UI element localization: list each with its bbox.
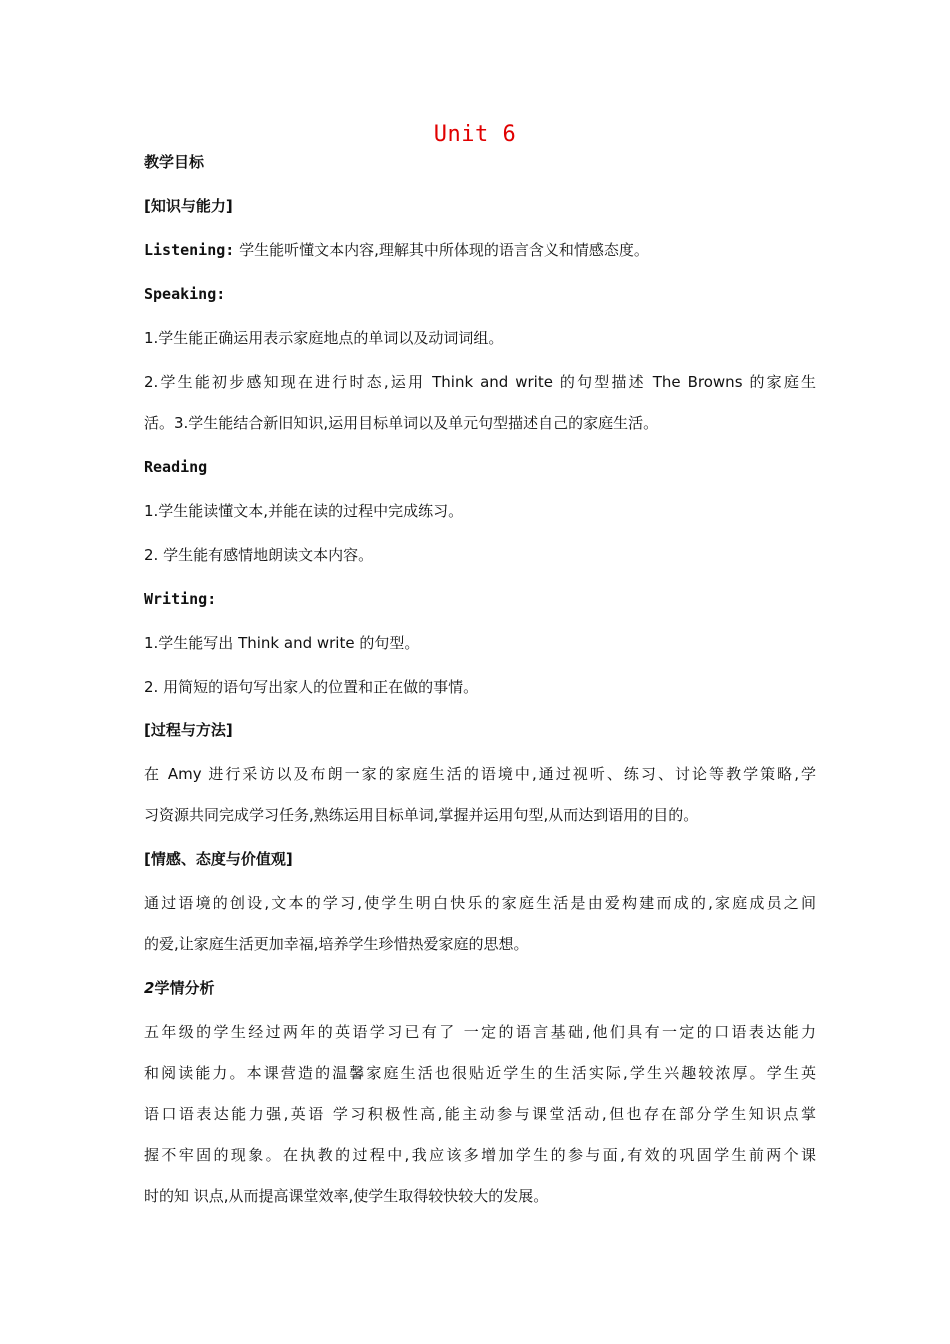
analysis-number: 2 — [144, 979, 155, 997]
reading-item-1: 1.学生能读懂文本,并能在读的过程中完成练习。 — [144, 502, 464, 520]
page-title: Unit 6 — [433, 122, 517, 147]
speaking-item-2-line-2: 活。3.学生能结合新旧知识,运用目标单词以及单元句型描述自己的家庭生活。 — [144, 414, 659, 432]
analysis-heading: 学情分析 — [154, 979, 215, 997]
analysis-heading-line — [144, 977, 816, 999]
listening-line — [144, 239, 816, 261]
goals-heading: 教学目标 — [144, 153, 205, 171]
writing-item-2: 2. 用简短的语句写出家人的位置和正在做的事情。 — [144, 678, 479, 696]
knowledge-heading: [知识与能力] — [144, 197, 233, 215]
speaking-label: Speaking: — [144, 285, 226, 303]
writing-item-1: 1.学生能写出 Think and write 的句型。 — [144, 634, 420, 652]
emotion-heading: [情感、态度与价值观] — [144, 850, 293, 868]
analysis-paragraph-line-3: 语口语表达能力强,英语 学习积极性高,能主动参与课堂活动,但也存在部分学生知识点掌 — [144, 1105, 816, 1123]
reading-label: Reading — [144, 458, 208, 476]
listening-text: 学生能听懂文本内容,理解其中所体现的语言含义和情感态度。 — [239, 241, 649, 259]
analysis-paragraph-line-1: 五年级的学生经过两年的英语学习已有了 一定的语言基础,他们具有一定的口语表达能力 — [144, 1023, 816, 1041]
emotion-paragraph-line-1: 通过语境的创设,文本的学习,使学生明白快乐的家庭生活是由爱构建而成的,家庭成员之间 — [144, 894, 816, 912]
emotion-paragraph-line-2: 的爱,让家庭生活更加幸福,培养学生珍惜热爱家庭的思想。 — [144, 935, 529, 953]
reading-item-2: 2. 学生能有感情地朗读文本内容。 — [144, 546, 374, 564]
analysis-paragraph-line-4: 握不牢固的现象。在执教的过程中,我应该多增加学生的参与面,有效的巩固学生前两个课 — [144, 1146, 816, 1164]
analysis-paragraph-line-5: 时的知 识点,从而提高课堂效率,使学生取得较快较大的发展。 — [144, 1187, 549, 1205]
speaking-item-1: 1.学生能正确运用表示家庭地点的单词以及动词词组。 — [144, 329, 504, 347]
process-paragraph-line-1: 在 Amy 进行采访以及布朗一家的家庭生活的语境中,通过视听、练习、讨论等教学策略,学 — [144, 765, 816, 783]
writing-label: Writing: — [144, 590, 217, 608]
process-heading: [过程与方法] — [144, 721, 233, 739]
speaking-item-2-line-1: 2.学生能初步感知现在进行时态,运用 Think and write 的句型描述 The Browns 的家庭生 — [144, 373, 816, 391]
listening-label: Listening: — [144, 241, 235, 259]
analysis-paragraph-line-2: 和阅读能力。本课营造的温馨家庭生活也很贴近学生的生活实际,学生兴趣较浓厚。学生英 — [144, 1064, 816, 1082]
process-paragraph-line-2: 习资源共同完成学习任务,熟练运用目标单词,掌握并运用句型,从而达到语用的目的。 — [144, 806, 699, 824]
